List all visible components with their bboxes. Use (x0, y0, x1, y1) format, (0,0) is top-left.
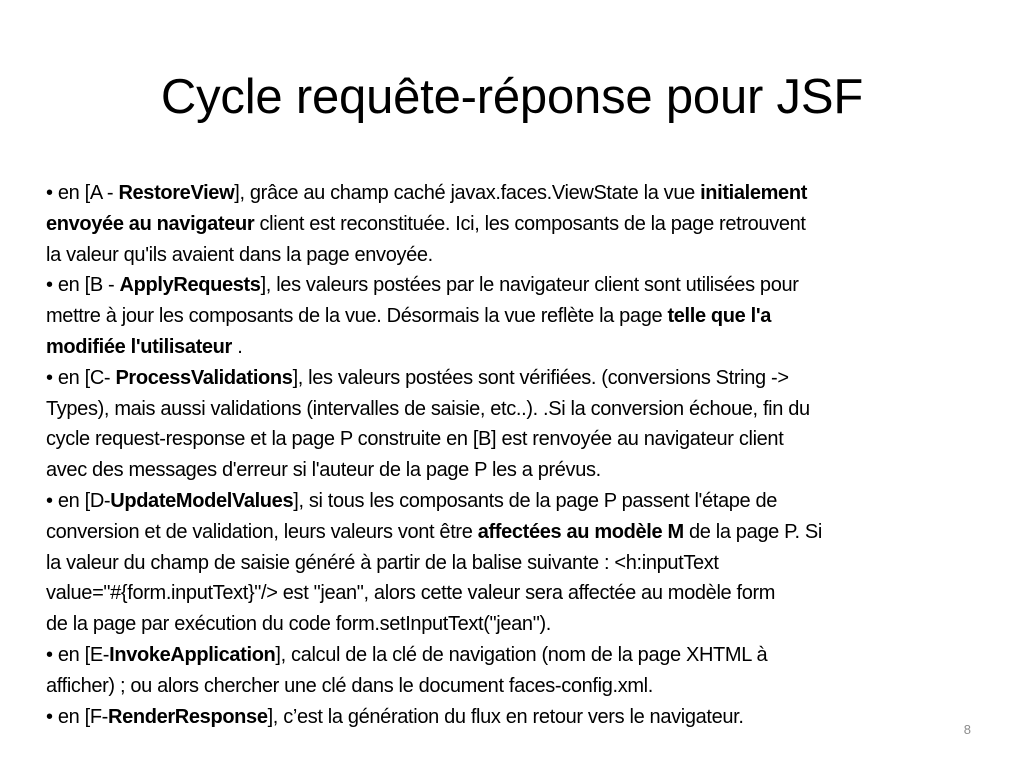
body-line (46, 578, 981, 609)
text-segment: ], les valeurs postées sont vérifiées. (conversions String -> (292, 366, 789, 389)
bold-text-segment: modifiée l'utilisateur (46, 335, 232, 358)
text-segment: ], c’est la génération du flux en retour vers le navigateur. (267, 705, 744, 728)
body-line (46, 301, 981, 332)
bold-text-segment: RestoreView (118, 182, 235, 204)
bold-text-segment: InvokeApplication (109, 643, 276, 666)
slide-title: Cycle requête-réponse pour JSF (160, 70, 864, 124)
text-segment: de la page par exécution du code form.setInputText("jean"). (46, 613, 551, 636)
text-segment: • en [B - (46, 274, 120, 297)
text-segment: mettre à jour les composants de la vue. Désormais la vue reflète la page (46, 305, 668, 328)
text-segment: • en [C- (46, 366, 116, 389)
bold-text-segment: envoyée au navigateur (46, 212, 255, 235)
bold-text-segment: telle que l'a (667, 305, 772, 328)
bold-text-segment: ProcessValidations (115, 366, 293, 389)
bold-text-segment: affectées au modèle M (477, 520, 684, 543)
text-segment: . (231, 335, 243, 358)
text-segment: cycle request-response et la page P construite en [B] est renvoyée au navigateur client (46, 428, 784, 451)
body-line (46, 455, 981, 486)
text-segment: • en [D- (46, 489, 111, 512)
body-line (46, 609, 981, 640)
body-line (46, 178, 981, 209)
text-segment: ], si tous les composants de la page P passent l'étape de (293, 489, 778, 512)
bold-text-segment: RenderResponse (108, 705, 268, 728)
body-line (46, 394, 981, 425)
text-segment: la valeur du champ de saisie généré à partir de la balise suivante : <h:inputText (46, 551, 719, 574)
body-line (46, 240, 981, 271)
bold-text-segment: ApplyRequests (119, 274, 261, 297)
slide-body-text (46, 178, 981, 732)
text-segment: ], les valeurs postées par le navigateur client sont utilisées pour (260, 274, 799, 297)
bold-text-segment: UpdateModelValues (110, 489, 294, 512)
body-line (46, 640, 981, 671)
text-segment: Types), mais aussi validations (intervalles de saisie, etc..). .Si la conversion échoue, fin du (46, 397, 810, 420)
body-line (46, 702, 981, 733)
text-segment: • en [E- (46, 643, 110, 666)
body-line (46, 424, 981, 455)
body-line (46, 517, 981, 548)
page-number: 8 (963, 722, 971, 737)
text-segment: de la page P. Si (683, 520, 823, 543)
body-line (46, 671, 981, 702)
text-segment: ], grâce au champ caché javax.faces.ViewState la vue (234, 182, 701, 204)
text-segment: • en [A - (46, 182, 119, 204)
text-segment: avec des messages d'erreur si l'auteur de la page P les a prévus. (46, 459, 601, 482)
text-segment: client est reconstituée. Ici, les composants de la page retrouvent (254, 212, 806, 235)
text-segment: value="#{form.inputText}"/> est "jean", alors cette valeur sera affectée au modèle form (46, 582, 776, 605)
text-segment: ], calcul de la clé de navigation (nom de la page XHTML à (275, 643, 768, 666)
bold-text-segment: initialement (700, 182, 808, 204)
text-segment: conversion et de validation, leurs valeurs vont être (46, 520, 478, 543)
text-segment: afficher) ; ou alors chercher une clé dans le document faces-config.xml. (46, 674, 653, 697)
text-segment: • en [F- (46, 705, 108, 728)
body-line (46, 486, 981, 517)
body-line (46, 548, 981, 579)
text-segment: la valeur qu'ils avaient dans la page envoyée. (46, 243, 433, 266)
body-line (46, 209, 981, 240)
body-line (46, 363, 981, 394)
body-line (46, 332, 981, 363)
body-line (46, 270, 981, 301)
